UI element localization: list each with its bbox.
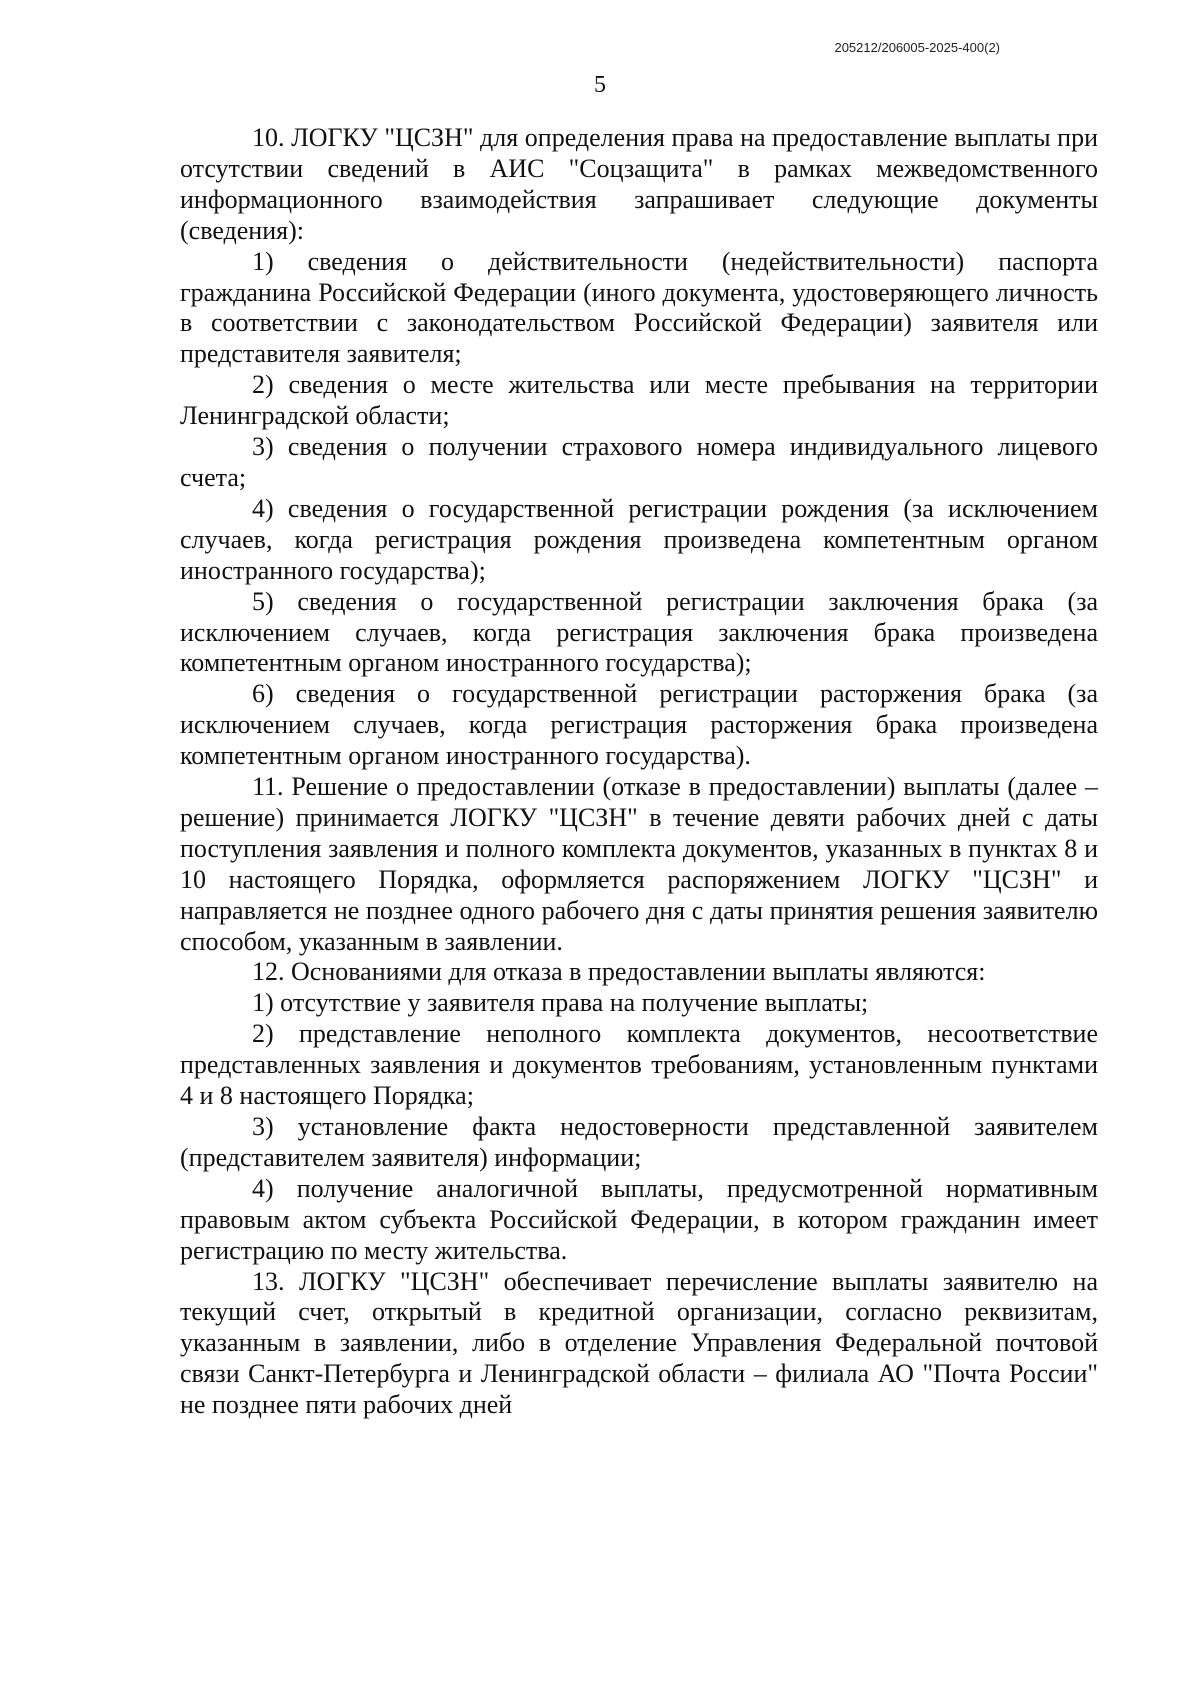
paragraph-12-item-2: 2) представление неполного комплекта документов, несоответствие представленных заявления и документов требованиям, установленным пунктами 4 и 8 настоящего Порядка;: [180, 1019, 1098, 1111]
paragraph-12-item-3: 3) установление факта недостоверности представленной заявителем (представителем заявителя) информации;: [180, 1112, 1098, 1172]
paragraph-10-item-6: 6) сведения о государственной регистрации расторжения брака (за исключением случаев, когда регистрация расторжения брака произведена компетентным органом иностранного государства).: [180, 679, 1098, 771]
page-number: 5: [594, 72, 606, 98]
paragraph-12: 12. Основаниями для отказа в предоставлении выплаты являются:: [252, 957, 986, 987]
paragraph-10-item-5: 5) сведения о государственной регистрации заключения брака (за исключением случаев, когда регистрация заключения брака произведена компетентным органом иностранного государства);: [180, 586, 1098, 678]
paragraph-13: 13. ЛОГКУ "ЦСЗН" обеспечивает перечисление выплаты заявителю на текущий счет, открытый в кредитной организации, согласно реквизитам, указанным в заявлении, либо в отделение Управления Федеральной почтовой связи Санкт-Петербурга и Ленинградской области – филиала АО "Почта России" не позднее пяти рабочих дней: [180, 1266, 1098, 1420]
paragraph-10: 10. ЛОГКУ "ЦСЗН" для определения права на предоставление выплаты при отсутствии сведений в АИС "Соцзащита" в рамках межведомственного информационного взаимодействия запрашивает следующие документы (сведения):: [180, 123, 1098, 245]
document-body: [180, 123, 1098, 1421]
paragraph-10-item-1: 1) сведения о действительности (недействительности) паспорта гражданина Российской Федерации (иного документа, удостоверяющего личность в соответствии с законодательством Российской Федерации) заявителя или представителя заявителя;: [180, 246, 1098, 369]
paragraph-12-item-4: 4) получение аналогичной выплаты, предусмотренной нормативным правовым актом субъекта Российской Федерации, в котором гражданин имеет регистрацию по месту жительства.: [180, 1173, 1098, 1265]
paragraph-10-item-2: 2) сведения о месте жительства или месте пребывания на территории Ленинградской области;: [180, 370, 1098, 431]
paragraph-12-item-1: 1) отсутствие у заявителя права на получение выплаты;: [252, 988, 869, 1018]
paragraph-10-item-4: 4) сведения о государственной регистрации рождения (за исключением случаев, когда регистрация рождения произведена компетентным органом иностранного государства);: [180, 493, 1098, 585]
paragraph-11: 11. Решение о предоставлении (отказе в предоставлении) выплаты (далее – решение) принимается ЛОГКУ "ЦСЗН" в течение девяти рабочих дней с даты поступления заявления и полного комплекта документов, указанных в пунктах 8 и 10 настоящего Порядка, оформляется распоряжением ЛОГКУ "ЦСЗН" и направляется не позднее одного рабочего дня с даты принятия решения заявителю способом, указанным в заявлении.: [180, 772, 1098, 956]
document-number: 205212/206005-2025-400(2): [834, 40, 1000, 55]
paragraph-10-item-3: 3) сведения о получении страхового номера индивидуального лицевого счета;: [180, 432, 1098, 492]
